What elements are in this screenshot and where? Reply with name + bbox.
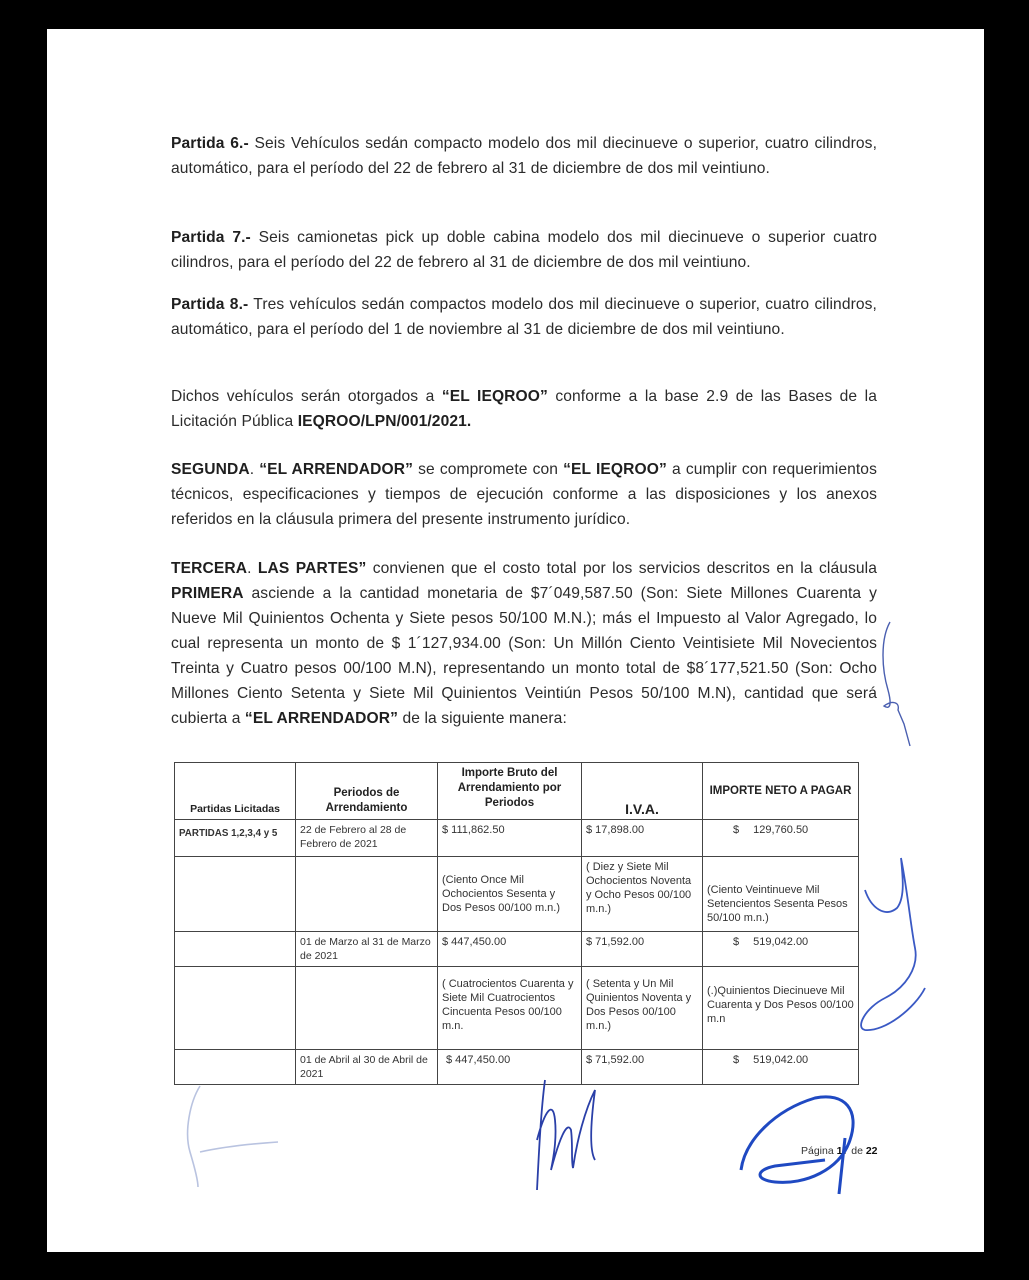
cell-neto-letra: (Ciento Veintinueve Mil Setencientos Sesenta Pesos 50/100 m.n.) xyxy=(703,857,859,932)
footer-sep: de xyxy=(848,1145,866,1157)
document-page xyxy=(47,29,984,1252)
partida-7-label: Partida 7.- xyxy=(171,229,251,246)
cell-iva: $ 71,592.00 xyxy=(582,1050,703,1085)
partida-7-text: Seis camionetas pick up doble cabina modelo dos mil diecinueve o superior cuatro cilindros, para el período del 22 de febrero al 31 de diciembre de dos mil veintiuno. xyxy=(171,229,878,271)
table-row xyxy=(175,932,859,967)
cell-partidas: PARTIDAS 1,2,3,4 y 5 xyxy=(175,820,296,857)
cell-bruto: $ 447,450.00 xyxy=(438,1050,582,1085)
cell-bruto-letra: ( Cuatrocientos Cuarenta y Siete Mil Cuatrocientos Cincuenta Pesos 00/100 m.n. xyxy=(438,967,582,1050)
segunda-title: SEGUNDA xyxy=(171,461,250,478)
segunda-text-2: se compromete con xyxy=(413,461,564,478)
header-periodos: Periodos de Arrendamiento xyxy=(296,763,438,820)
cell-bruto: $ 447,450.00 xyxy=(438,932,582,967)
neto-value: 519,042.00 xyxy=(753,1054,809,1066)
tercera-text-3: asciende a la cantidad monetaria de $7´049,587.50 (Son: Siete Millones Cuarenta y Nueve Mil Quinientos Ochenta y Siete pesos 50/100 M.N.); más el Impuesto al Valor Agregado, lo cual representa un monto de $ 1´127,934.00 (Son: Un Millón Ciento Veintisiete Mil Novecientos Treinta y Cuatro pesos 00/100 M.N), representando un monto total de $8´177,521.50 (Son: Ocho Millones Ciento Setenta y Siete Mil Quinientos Veintiún Pesos 50/100 M.N), cantidad que será cubierta a xyxy=(171,585,877,727)
dichos-bold-1: “EL IEQROO” xyxy=(441,388,548,405)
dichos-text-2: conforme a la base 2.9 de las Bases de la Licitación Pública xyxy=(171,388,877,430)
neto-currency: $ xyxy=(733,936,740,948)
cell-iva-letra: ( Setenta y Un Mil Quinientos Noventa y Dos Pesos 00/100 m.n.) xyxy=(582,967,703,1050)
cell-empty xyxy=(175,857,296,932)
cell-neto-letra: (.)Quinientos Diecinueve Mil Cuarenta y Dos Pesos 00/100 m.n xyxy=(703,967,859,1050)
tercera-sep: . xyxy=(247,560,258,577)
partida-7-paragraph xyxy=(171,225,877,275)
cell-empty xyxy=(175,1050,296,1085)
cell-empty xyxy=(175,932,296,967)
cell-empty xyxy=(296,857,438,932)
neto-currency: $ xyxy=(733,1054,740,1066)
partida-8-label: Partida 8.- xyxy=(171,296,249,313)
footer-label: Página xyxy=(801,1145,837,1157)
tercera-bold-3: PRIMERA xyxy=(171,585,244,602)
segunda-sep: . xyxy=(249,461,260,478)
cell-bruto-letra: (Ciento Once Mil Ochocientos Sesenta y Dos Pesos 00/100 m.n.) xyxy=(438,857,582,932)
footer-page: 17 xyxy=(836,1145,849,1157)
cell-empty xyxy=(175,967,296,1050)
header-importe-bruto: Importe Bruto del Arrendamiento por Periodos xyxy=(438,763,582,820)
cell-neto xyxy=(703,820,859,857)
partida-6-text: Seis Vehículos sedán compacto modelo dos mil diecinueve o superior, cuatro cilindros, automático, para el período del 22 de febrero al 31 de diciembre de dos mil veintiuno. xyxy=(171,135,878,177)
payment-table xyxy=(174,762,859,1085)
tercera-title: TERCERA xyxy=(171,560,248,577)
cell-periodo: 22 de Febrero al 28 de Febrero de 2021 xyxy=(296,820,438,857)
segunda-paragraph xyxy=(171,457,877,532)
segunda-bold-3: “EL IEQROO” xyxy=(563,461,667,478)
header-iva: I.V.A. xyxy=(582,763,703,820)
cell-iva-letra: ( Diez y Siete Mil Ochocientos Noventa y Ocho Pesos 00/100 m.n.) xyxy=(582,857,703,932)
tercera-bold-4: “EL ARRENDADOR” xyxy=(244,710,399,727)
table-row xyxy=(175,857,859,932)
cell-iva: $ 17,898.00 xyxy=(582,820,703,857)
tercera-text-2: convienen que el costo total por los servicios descritos en la cláusula xyxy=(366,560,877,577)
header-importe-neto: IMPORTE NETO A PAGAR xyxy=(703,763,859,820)
header-partidas: Partidas Licitadas xyxy=(175,763,296,820)
neto-value: 519,042.00 xyxy=(753,936,809,948)
partida-8-text: Tres vehículos sedán compactos modelo dos mil diecinueve o superior, cuatro cilindros, automático, para el período del 1 de noviembre al 31 de diciembre de dos mil veintiuno. xyxy=(171,296,877,338)
cell-neto xyxy=(703,1050,859,1085)
partida-6-paragraph xyxy=(171,131,877,181)
cell-periodo: 01 de Abril al 30 de Abril de 2021 xyxy=(296,1050,438,1085)
table-row xyxy=(175,1050,859,1085)
dichos-bold-2: IEQROO/LPN/001/2021. xyxy=(297,413,472,430)
segunda-text-3: a cumplir con requerimientos técnicos, especificaciones y tiempos de ejecución conforme a las disposiciones y los anexos referidos en la cláusula primera del presente instrumento jurídico. xyxy=(171,461,877,528)
segunda-bold-2: “EL ARRENDADOR” xyxy=(259,461,413,478)
dichos-paragraph xyxy=(171,384,877,434)
dichos-text-1: Dichos vehículos serán otorgados a xyxy=(171,388,442,405)
tercera-bold-2: LAS PARTES” xyxy=(257,560,367,577)
cell-iva: $ 71,592.00 xyxy=(582,932,703,967)
partida-6-label: Partida 6.- xyxy=(171,135,249,152)
cell-empty xyxy=(296,967,438,1050)
page-number-footer xyxy=(801,1145,878,1157)
cell-neto xyxy=(703,932,859,967)
tercera-text-4: de la siguiente manera: xyxy=(398,710,567,727)
cell-bruto: $ 111,862.50 xyxy=(438,820,582,857)
table-row xyxy=(175,820,859,857)
table-row xyxy=(175,967,859,1050)
partida-8-paragraph xyxy=(171,292,877,342)
tercera-paragraph xyxy=(171,556,877,731)
table-header-row xyxy=(175,763,859,820)
footer-total: 22 xyxy=(865,1145,878,1157)
neto-currency: $ xyxy=(733,824,740,836)
neto-value: 129,760.50 xyxy=(753,824,809,836)
cell-periodo: 01 de Marzo al 31 de Marzo de 2021 xyxy=(296,932,438,967)
